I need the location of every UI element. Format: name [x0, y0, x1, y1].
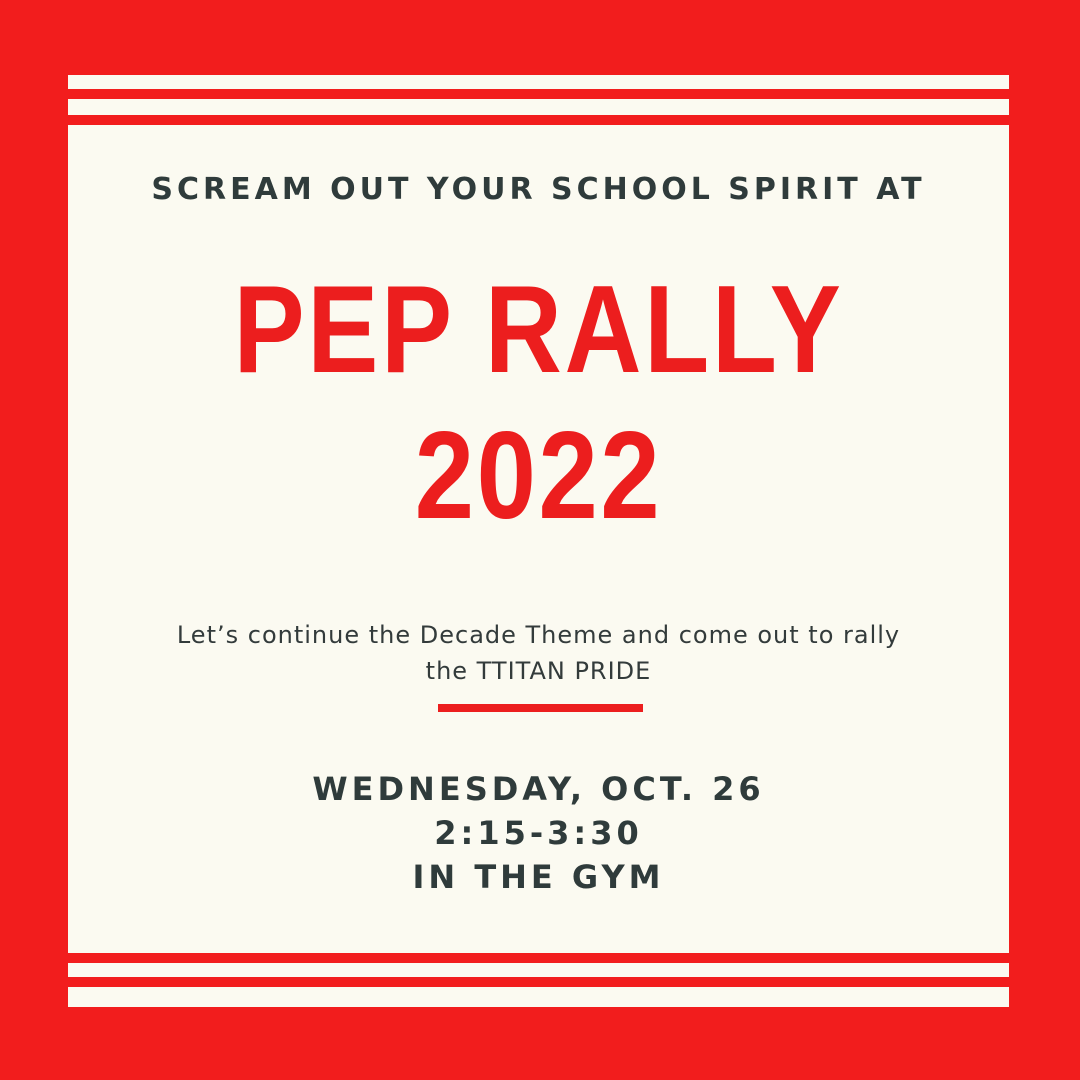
bottom-stripe-upper [68, 953, 1009, 963]
top-stripe-lower [68, 115, 1009, 125]
event-details [68, 767, 1009, 899]
top-stripe-upper [68, 89, 1009, 99]
headline-title: PEP RALLY [233, 261, 844, 399]
event-time: 2:15-3:30 [434, 814, 643, 852]
headline-year: 2022 [414, 407, 663, 545]
description-line-1: Let’s continue the Decade Theme and come out to rally [176, 621, 901, 649]
kicker-text: SCREAM OUT YOUR SCHOOL SPIRIT AT [151, 172, 926, 207]
headline [134, 257, 943, 549]
bottom-stripe-lower [68, 977, 1009, 987]
divider [438, 704, 643, 712]
description [128, 617, 949, 689]
event-location: IN THE GYM [412, 858, 665, 896]
poster-panel [68, 75, 1009, 1007]
event-date: WEDNESDAY, OCT. 26 [312, 770, 765, 808]
description-line-2: the TTITAN PRIDE [425, 657, 652, 685]
